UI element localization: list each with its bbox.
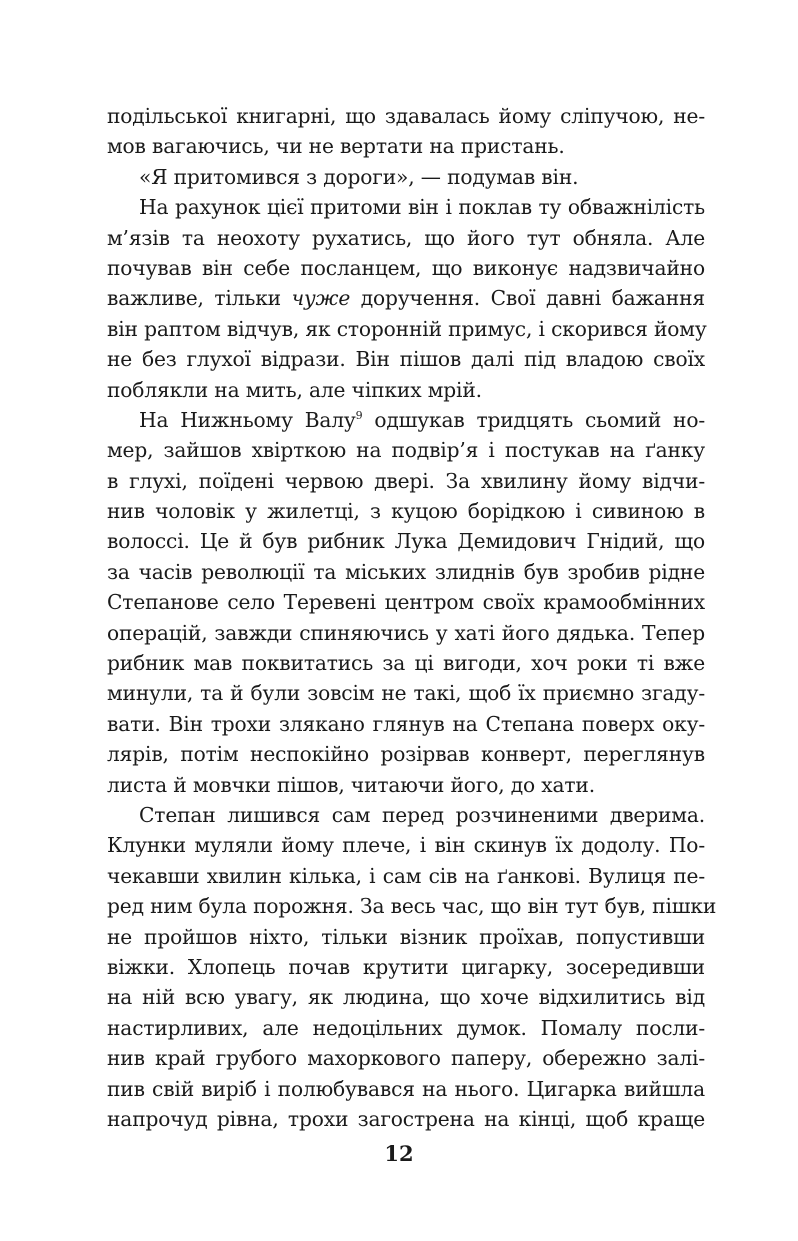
text-line: вати. Він трохи злякано глянув на Степана поверх оку-	[107, 711, 705, 736]
text-line: «Я притомився з дороги», — подумав він.	[139, 164, 579, 189]
text-line: пив свій виріб і полюбувався на нього. Цигарка вийшла	[107, 1076, 705, 1101]
paragraph	[107, 162, 705, 192]
text-line: Степан лишився сам перед розчиненими дверима.	[139, 802, 705, 827]
text-line: за часів революції та міських злиднів був зробив рідне	[107, 559, 705, 584]
text-line: віжки. Хлопець почав крутити цигарку, зосередивши	[107, 954, 705, 979]
text-run: На Нижньому Валу	[139, 407, 356, 432]
text-line: лярів, потім неспокійно розірвав конверт, переглянув	[107, 742, 705, 767]
paragraph	[107, 192, 705, 405]
text-line: волоссі. Це й був рибник Лука Демидович Гнідий, що	[107, 529, 705, 554]
text-line: поблякли на мить, але чіпких мрій.	[107, 377, 482, 402]
text-line: мер, зайшов хвірткою на подвір’я і постукав на ґанку	[107, 438, 705, 463]
body-text	[107, 101, 717, 1134]
text-line: ред ним була порожня. За весь час, що він тут був, пішки	[107, 894, 717, 919]
text-line: м’язів та неохоту рухатись, що його тут обняла. Але	[107, 225, 705, 250]
text-line: Клунки муляли йому плече, і він скинув їх додолу. По-	[107, 833, 705, 858]
text-line: він раптом відчув, як сторонній примус, і скорився йому	[107, 316, 707, 341]
text-line: листа й мовчки пішов, читаючи його, до хати.	[107, 772, 596, 797]
text-line: рибник мав поквитатись за ці вигоди, хоч роки ті вже	[107, 651, 705, 676]
text-line: На рахунок цієї притоми він і поклав ту обважнілість	[139, 195, 705, 220]
text-line	[107, 283, 705, 313]
text-line: не без глухої відрази. Він пішов далі під владою своїх	[107, 347, 705, 372]
page-number: 12	[384, 1141, 414, 1166]
text-line: в глухі, поїдені червою двері. За хвилину йому відчи-	[107, 468, 705, 493]
footnote-marker: 9	[355, 408, 363, 422]
text-line: Степанове село Теревені центром своїх крамообмінних	[107, 590, 705, 615]
paragraph	[107, 405, 705, 800]
text-run: одшукав тридцять сьомий но-	[362, 407, 705, 432]
paragraph	[107, 101, 705, 162]
text-line: почував він себе посланцем, що виконує надзвичайно	[107, 255, 705, 280]
text-line: нив край грубого махоркового паперу, обережно залі-	[107, 1046, 705, 1071]
text-line: минули, та й були зовсім не такі, щоб їх приємно згаду-	[107, 681, 705, 706]
text-line: на ній всю увагу, як людина, що хоче відхилитись від	[107, 985, 705, 1010]
text-line: подільської книгарні, що здавалась йому сліпучою, не-	[107, 104, 705, 128]
text-line: настирливих, але недоцільних думок. Помалу посли-	[107, 1015, 705, 1040]
text-line	[107, 405, 705, 435]
italic-emphasis: чуже	[291, 286, 351, 311]
text-line: чекавши хвилин кілька, і сам сів на ґанкові. Вулиця пе-	[107, 863, 705, 888]
paragraph	[107, 800, 717, 1134]
text-line: мов вагаючись, чи не вертати на пристань.	[107, 134, 565, 159]
text-line: нив чоловік у жилетці, з куцою борідкою і сивиною в	[107, 499, 705, 524]
text-run: доручення. Свої давні бажання	[350, 286, 705, 311]
text-line: напрочуд рівна, трохи загострена на кінці, щоб краще	[107, 1106, 705, 1131]
text-line: операцій, завжди спиняючись у хаті його дядька. Тепер	[107, 620, 705, 645]
text-line: не пройшов ніхто, тільки візник проїхав, попустивши	[107, 924, 705, 949]
text-run: важливе, тільки	[107, 286, 292, 311]
